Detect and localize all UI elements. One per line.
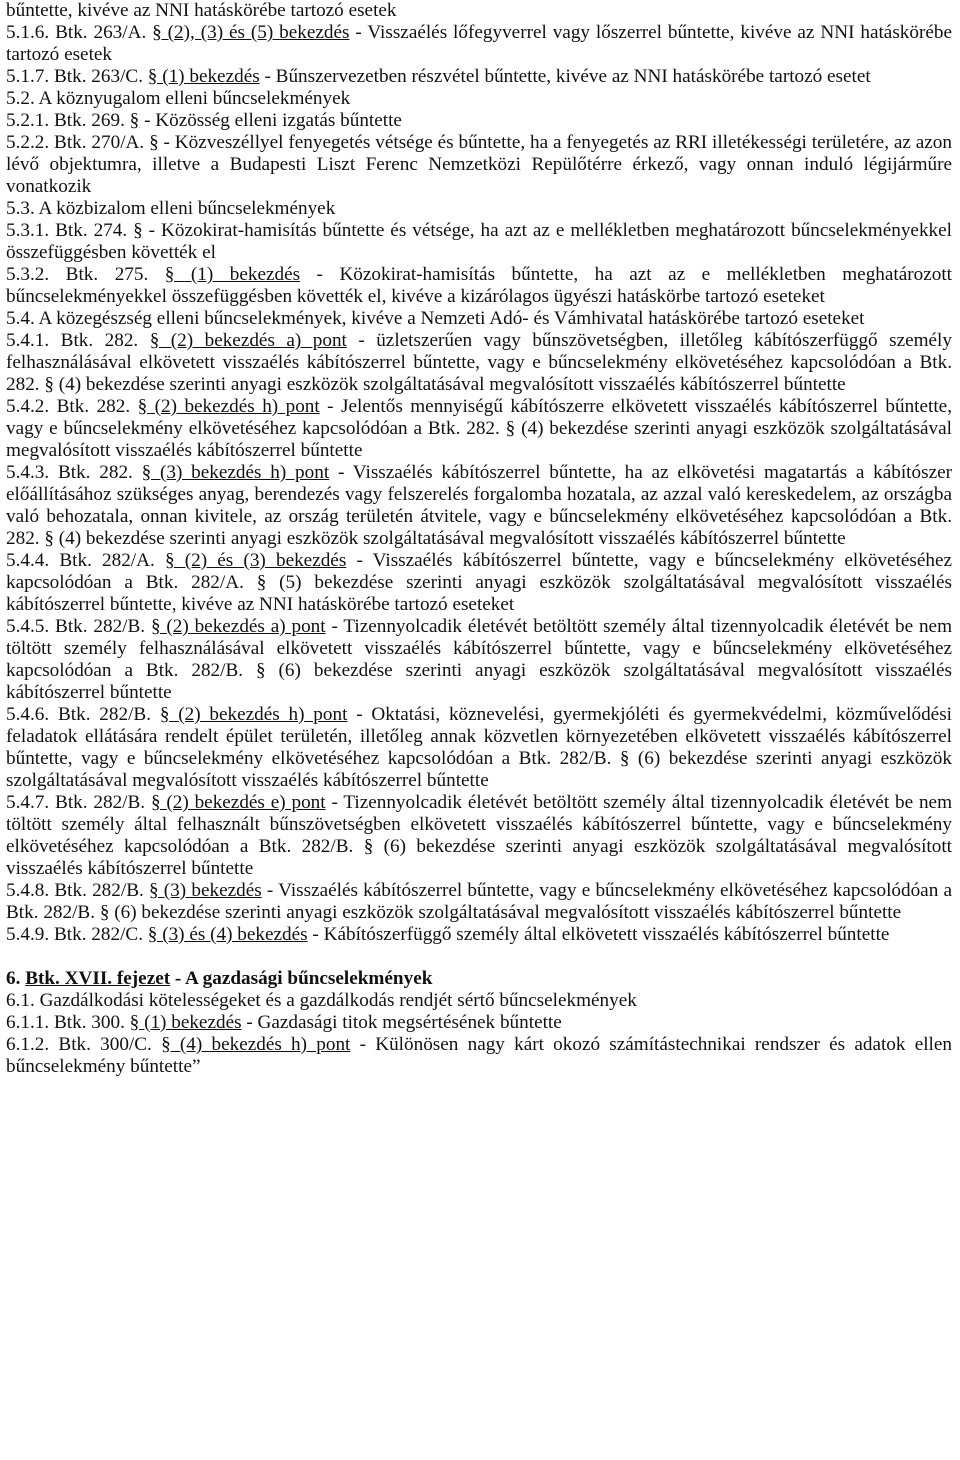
section-item	[6, 616, 952, 704]
section-number-text: 5.4. A közegészség elleni bűncselekmények, kivéve a Nemzeti Adó- és Vámhivatal hatáskörébe tartozó eseteket	[6, 308, 865, 329]
section-number-text: 5.3. A közbizalom elleni bűncselekmények	[6, 198, 336, 219]
section-description: - Bűnszervezetben részvétel bűntette, kivéve az NNI hatáskörébe tartozó esetet	[259, 66, 871, 87]
section-number-text: 5.1.6. Btk. 263/A.	[6, 22, 153, 43]
section-item	[6, 308, 952, 330]
document-body	[6, 0, 952, 1078]
section-item	[6, 0, 952, 22]
section-description: - Közokirat-hamisítás bűntette, ha azt az e mellékletben meghatározott bűncselekményekkel összefüggésben követték el, kivéve a kizárólagos ügyészi hatáskörbe tartozó eseteket	[6, 264, 952, 307]
section-item	[6, 220, 952, 264]
paragraph-reference: § (2) bekezdés h) pont	[159, 704, 348, 725]
section-item	[6, 396, 952, 462]
section-item	[6, 88, 952, 110]
section-item	[6, 792, 952, 880]
section-number-text: 5.4.1. Btk. 282.	[6, 330, 150, 351]
paragraph-reference: § (2) és (3) bekezdés	[164, 550, 347, 571]
paragraph-reference: § (3) bekezdés	[149, 880, 262, 901]
section-number-text: 5.4.8. Btk. 282/B.	[6, 880, 149, 901]
section-item	[6, 550, 952, 616]
paragraph-reference: § (4) bekezdés h) pont	[161, 1034, 351, 1055]
paragraph-reference: § (1) bekezdés	[164, 264, 301, 285]
chapter-heading	[6, 968, 952, 990]
section-description: - Közokirat-hamisítás bűntette és vétsége, ha azt az e mellékletben meghatározott bűncselekményekkel összefüggésben követték el	[6, 220, 952, 263]
section-list	[6, 0, 952, 946]
paragraph-reference: §	[129, 110, 140, 131]
section-number-text: 5.4.4. Btk. 282/A.	[6, 550, 165, 571]
section-item	[6, 1034, 952, 1078]
paragraph-reference: § (2) bekezdés a) pont	[149, 330, 347, 351]
paragraph-reference: § (3) bekezdés h) pont	[141, 462, 330, 483]
section-description: - Visszaélés lőfegyverrel vagy lőszerrel bűntette, kivéve az NNI hatáskörébe tartozó esetek	[6, 22, 952, 65]
section-item	[6, 462, 952, 550]
section-description: - Oktatási, köznevelési, gyermekjóléti és gyermekvédelmi, közművelődési feladatok ellátására rendelt épület területén, illetőleg annak közvetlen környezetében elkövetett visszaélés kábítószerrel bűntette, vagy e bűncselekmény elkövetéséhez kapcsolódóan a Btk. 282/B. § (6) bekezdése szerinti anyagi eszközök szolgáltatásával megvalósított visszaélés kábítószerrel bűntette	[6, 704, 952, 791]
section-item	[6, 880, 952, 924]
section-item	[6, 198, 952, 220]
section-item	[6, 924, 952, 946]
section-description: - Tizennyolcadik életévét betöltött személy által tizennyolcadik életévét be nem töltött személy által felhasznált bűnszövetségben elkövetett visszaélés kábítószerrel bűntette, vagy e bűncselekmény elkövetéséhez kapcsolódóan a Btk. 282/B. § (6) bekezdése szerinti anyagi eszközök szolgáltatásával megvalósított visszaélés kábítószerrel bűntette	[6, 792, 952, 879]
paragraph-reference: § (3) és (4) bekezdés	[147, 924, 308, 945]
section-number-text: 6.1.1. Btk. 300.	[6, 1012, 130, 1033]
section-number-text: 5.1.7. Btk. 263/C.	[6, 66, 148, 87]
chapter-section-list	[6, 990, 952, 1078]
section-item	[6, 1012, 952, 1034]
section-number-text: 6.1. Gazdálkodási kötelességeket és a gazdálkodás rendjét sértő bűncselekmények	[6, 990, 637, 1011]
paragraph-reference: § (2) bekezdés a) pont	[150, 616, 326, 637]
section-item	[6, 66, 952, 88]
section-description: - Közveszéllyel fenyegetés vétsége és bűntette, ha a fenyegetés az RRI illetékességi területére, az azon lévő objektumra, illetve a Budapesti Liszt Ferenc Nemzetközi Repülőtérre érkező, vagy onnan induló légijárműre vonatkozik	[6, 132, 952, 197]
section-number-text: 5.4.3. Btk. 282.	[6, 462, 142, 483]
section-description: - Visszaélés kábítószerrel bűntette, vagy e bűncselekmény elkövetéséhez kapcsolódóan a Btk. 282/B. § (6) bekezdése szerinti anyagi eszközök szolgáltatásával megvalósított visszaélés kábítószerrel bűntette	[6, 880, 953, 923]
section-description: - Tizennyolcadik életévét betöltött személy által tizennyolcadik életévét be nem töltött személy felhasználásával elkövetett visszaélés kábítószerrel bűntette, vagy e bűncselekmény elkövetéséhez kapcsolódóan a Btk. 282/B. § (6) bekezdése szerinti anyagi eszközök szolgáltatásával megvalósított visszaélés kábítószerrel bűntette	[6, 616, 952, 703]
paragraph-reference: §	[149, 132, 159, 153]
paragraph-reference: § (1) bekezdés	[147, 66, 260, 87]
section-item	[6, 110, 952, 132]
section-item	[6, 264, 952, 308]
section-item	[6, 704, 952, 792]
section-item	[6, 990, 952, 1012]
section-number-text: 5.2.2. Btk. 270/A.	[6, 132, 150, 153]
section-item	[6, 132, 952, 198]
paragraph-reference: § (2) bekezdés h) pont	[137, 396, 320, 417]
paragraph-reference: § (2) bekezdés e) pont	[150, 792, 326, 813]
section-description: - üzletszerűen vagy bűnszövetségben, illetőleg kábítószerfüggő személy felhasználásával elkövetett visszaélés kábítószerrel bűntette, vagy e bűncselekmény elkövetéséhez kapcsolódóan a Btk. 282. § (4) bekezdése szerinti anyagi eszközök szolgáltatásával megvalósított visszaélés kábítószerrel bűntette	[6, 330, 952, 395]
paragraph-reference: §	[133, 220, 143, 241]
section-number-text: 5.2.1. Btk. 269.	[6, 110, 130, 131]
section-description: - Jelentős mennyiségű kábítószerre elkövetett visszaélés kábítószerrel bűntette, vagy e bűncselekmény elkövetéséhez kapcsolódóan a Btk. 282. § (4) bekezdése szerinti anyagi eszközök szolgáltatásával megvalósított visszaélés kábítószerrel bűntette	[6, 396, 952, 461]
section-number-text: bűntette, kivéve az NNI hatáskörébe tartozó esetek	[6, 0, 397, 21]
section-description: - Visszaélés kábítószerrel bűntette, vagy e bűncselekmény elkövetéséhez kapcsolódóan a Btk. 282/A. § (5) bekezdése szerinti anyagi eszközök szolgáltatásával megvalósított visszaélés kábítószerrel bűntette, kivéve az NNI hatáskörébe tartozó eseteket	[6, 550, 952, 615]
section-number-text: 5.3.2. Btk. 275.	[6, 264, 165, 285]
section-description: - Különösen nagy kárt okozó számítástechnikai rendszer és adatok ellen bűncselekmény bűntette”	[6, 1034, 953, 1077]
section-description: - Kábítószerfüggő személy által elkövetett visszaélés kábítószerrel bűntette	[307, 924, 890, 945]
paragraph-reference: § (2), (3) és (5) bekezdés	[152, 22, 350, 43]
section-number-text: 5.4.5. Btk. 282/B.	[6, 616, 151, 637]
section-number-text: 5.3.1. Btk. 274.	[6, 220, 134, 241]
chapter-number: 6.	[6, 968, 26, 989]
chapter-reference: Btk. XVII. fejezet	[25, 968, 171, 989]
section-number-text: 5.4.7. Btk. 282/B.	[6, 792, 151, 813]
section-number-text: 5.4.6. Btk. 282/B.	[6, 704, 160, 725]
section-number-text: 5.4.2. Btk. 282.	[6, 396, 138, 417]
section-number-text: 6.1.2. Btk. 300/C.	[6, 1034, 162, 1055]
section-item	[6, 330, 952, 396]
section-number-text: 5.4.9. Btk. 282/C.	[6, 924, 148, 945]
section-description: - Közösség elleni izgatás bűntette	[139, 110, 402, 131]
paragraph-reference: § (1) bekezdés	[129, 1012, 242, 1033]
chapter-title: - A gazdasági bűncselekmények	[170, 968, 433, 989]
section-item	[6, 22, 952, 66]
section-description: - Visszaélés kábítószerrel bűntette, ha az elkövetési magatartás a kábítószer előállításához szükséges anyag, berendezés vagy felszerelés forgalomba hozatala, az azzal való kereskedelem, az országba való behozatala, onnan kivitele, az ország területén átvitele, vagy e bűncselekmény elkövetéséhez kapcsolódóan a Btk. 282. § (4) bekezdése szerinti anyagi eszközök szolgáltatásával megvalósított visszaélés kábítószerrel bűntette	[6, 462, 952, 549]
section-number-text: 5.2. A köznyugalom elleni bűncselekmények	[6, 88, 351, 109]
section-description: - Gazdasági titok megsértésének bűntette	[241, 1012, 562, 1033]
